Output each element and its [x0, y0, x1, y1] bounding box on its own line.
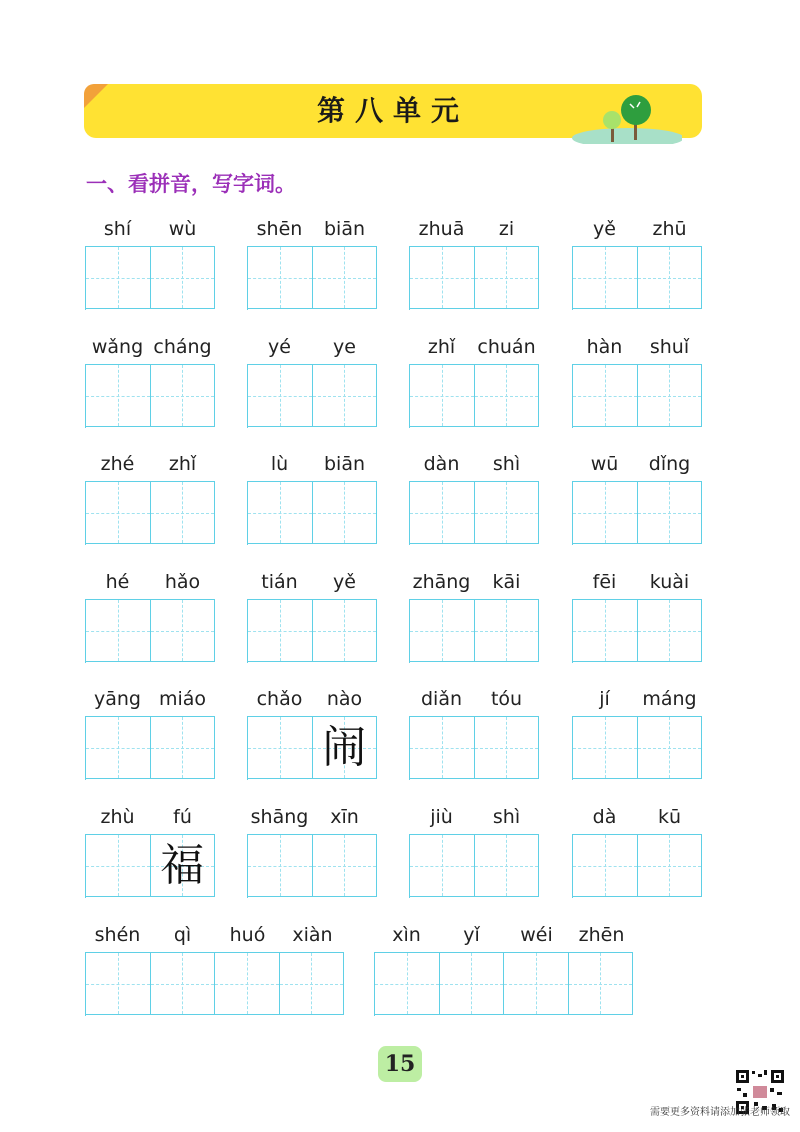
pinyin-row	[572, 682, 702, 716]
tianzige-box[interactable]	[475, 834, 540, 897]
pinyin-label: yé	[268, 336, 291, 358]
unit-title: 第八单元	[316, 94, 469, 127]
written-character	[86, 953, 150, 1014]
writing-boxes	[247, 364, 377, 428]
tianzige-box[interactable]	[638, 599, 703, 662]
tianzige-box[interactable]	[573, 246, 638, 309]
pinyin-label: shì	[492, 453, 521, 475]
pinyin-label: tián	[261, 571, 298, 593]
written-character	[475, 247, 539, 308]
written-character	[151, 247, 215, 308]
writing-boxes	[85, 834, 215, 898]
writing-boxes	[572, 716, 702, 780]
tianzige-box[interactable]	[410, 481, 475, 544]
written-character	[569, 953, 633, 1014]
pinyin-label: ye	[333, 336, 356, 358]
written-character	[313, 835, 377, 896]
page-number: 15	[378, 1046, 422, 1082]
written-character	[313, 365, 377, 426]
pinyin-row	[247, 212, 377, 246]
written-character	[475, 365, 539, 426]
tianzige-box[interactable]	[440, 952, 505, 1015]
tianzige-box[interactable]	[569, 952, 634, 1015]
tianzige-box[interactable]	[313, 834, 378, 897]
written-character	[573, 835, 637, 896]
word-group	[247, 800, 377, 898]
written-character	[375, 953, 439, 1014]
pinyin-label: shí	[103, 218, 132, 240]
tianzige-box[interactable]	[410, 246, 475, 309]
pinyin-label: shuǐ	[649, 336, 690, 358]
tianzige-box[interactable]	[86, 481, 151, 544]
written-character	[86, 717, 150, 778]
tianzige-box[interactable]	[475, 599, 540, 662]
pinyin-label: wǎng	[91, 336, 144, 358]
written-character	[151, 365, 215, 426]
pinyin-row	[85, 212, 215, 246]
word-group	[409, 447, 539, 545]
pinyin-row	[572, 800, 702, 834]
written-character	[215, 953, 279, 1014]
banner-fold-corner	[84, 84, 108, 108]
pinyin-row	[409, 800, 539, 834]
writing-boxes	[572, 599, 702, 663]
pinyin-row	[85, 330, 215, 364]
written-character	[638, 365, 702, 426]
word-group	[374, 918, 634, 1016]
writing-boxes	[409, 716, 539, 780]
pinyin-label: shén	[94, 924, 141, 946]
writing-boxes	[572, 834, 702, 898]
pinyin-label: zhǐ	[168, 453, 197, 475]
tianzige-box[interactable]	[638, 364, 703, 427]
pinyin-row	[409, 682, 539, 716]
pinyin-label: yǐ	[463, 924, 480, 946]
tianzige-box[interactable]	[151, 246, 216, 309]
pinyin-label: cháng	[153, 336, 212, 358]
word-group	[85, 800, 215, 898]
tree-illustration	[568, 92, 682, 144]
tianzige-box[interactable]	[313, 716, 378, 779]
pinyin-label: máng	[642, 688, 697, 710]
word-group	[409, 212, 539, 310]
tianzige-box[interactable]	[573, 599, 638, 662]
footer-note: 需要更多资料请添加张老师领取	[650, 1107, 790, 1118]
written-character	[410, 247, 474, 308]
written-character	[151, 600, 215, 661]
pinyin-label: xīn	[330, 806, 359, 828]
pinyin-row	[572, 565, 702, 599]
written-character	[280, 953, 344, 1014]
written-character	[410, 835, 474, 896]
pinyin-label: shēn	[256, 218, 303, 240]
pinyin-label: biān	[323, 453, 366, 475]
pinyin-label: miáo	[158, 688, 207, 710]
written-character	[475, 835, 539, 896]
pinyin-row	[85, 565, 215, 599]
pinyin-row	[85, 800, 215, 834]
pinyin-label: kāi	[492, 571, 521, 593]
word-group	[247, 565, 377, 663]
pinyin-label: hé	[105, 571, 130, 593]
tianzige-box[interactable]	[151, 599, 216, 662]
written-character	[151, 953, 215, 1014]
written-character	[573, 600, 637, 661]
pinyin-row	[374, 918, 634, 952]
writing-boxes	[572, 246, 702, 310]
word-group	[85, 918, 345, 1016]
tianzige-box[interactable]	[410, 599, 475, 662]
tianzige-box[interactable]	[151, 834, 216, 897]
written-character	[410, 365, 474, 426]
written-character	[86, 482, 150, 543]
pinyin-label: jiù	[430, 806, 453, 828]
tianzige-box[interactable]	[410, 716, 475, 779]
tianzige-box[interactable]	[151, 364, 216, 427]
pinyin-row	[247, 447, 377, 481]
pinyin-label: dǐng	[648, 453, 691, 475]
pinyin-label: kuài	[649, 571, 690, 593]
tianzige-box[interactable]	[151, 481, 216, 544]
word-group	[85, 447, 215, 545]
tianzige-box[interactable]	[86, 952, 151, 1015]
pinyin-row	[409, 447, 539, 481]
writing-boxes	[409, 599, 539, 663]
pinyin-label: wéi	[520, 924, 553, 946]
written-character	[573, 247, 637, 308]
pinyin-label: zhuā	[418, 218, 465, 240]
word-group	[572, 800, 702, 898]
written-character	[410, 600, 474, 661]
written-character	[638, 482, 702, 543]
tianzige-box[interactable]	[475, 481, 540, 544]
tianzige-box[interactable]	[573, 834, 638, 897]
word-group	[247, 212, 377, 310]
pinyin-label: lù	[270, 453, 289, 475]
tianzige-box[interactable]	[248, 834, 313, 897]
written-character	[475, 717, 539, 778]
written-character: 福	[160, 840, 205, 891]
tianzige-box[interactable]	[375, 952, 440, 1015]
tianzige-box[interactable]	[151, 952, 216, 1015]
written-character	[248, 600, 312, 661]
written-character	[573, 365, 637, 426]
word-group	[409, 682, 539, 780]
pinyin-label: zi	[498, 218, 515, 240]
tianzige-box[interactable]	[504, 952, 569, 1015]
word-group	[85, 565, 215, 663]
pinyin-row	[85, 447, 215, 481]
tianzige-box[interactable]	[248, 246, 313, 309]
pinyin-row	[85, 682, 215, 716]
tianzige-box[interactable]	[638, 246, 703, 309]
pinyin-label: yě	[333, 571, 356, 593]
tianzige-box[interactable]	[86, 716, 151, 779]
tianzige-box[interactable]	[248, 716, 313, 779]
written-character	[86, 365, 150, 426]
written-character	[475, 600, 539, 661]
tianzige-box[interactable]	[573, 716, 638, 779]
pinyin-label: shì	[492, 806, 521, 828]
writing-boxes	[374, 952, 634, 1016]
pinyin-label: fēi	[592, 571, 617, 593]
tianzige-box[interactable]	[573, 364, 638, 427]
word-group	[247, 330, 377, 428]
word-group	[572, 330, 702, 428]
pinyin-row	[409, 565, 539, 599]
written-character	[248, 365, 312, 426]
pinyin-label: chuán	[477, 336, 536, 358]
writing-boxes	[247, 834, 377, 898]
pinyin-label: xìn	[392, 924, 421, 946]
written-character	[410, 482, 474, 543]
written-character	[573, 717, 637, 778]
tianzige-box[interactable]	[151, 716, 216, 779]
written-character	[313, 247, 377, 308]
pinyin-label: dàn	[423, 453, 460, 475]
pinyin-label: zhé	[100, 453, 135, 475]
tianzige-box[interactable]	[86, 599, 151, 662]
tianzige-box[interactable]	[573, 481, 638, 544]
writing-boxes	[85, 599, 215, 663]
written-character	[573, 482, 637, 543]
tianzige-box[interactable]	[248, 599, 313, 662]
pinyin-row	[409, 330, 539, 364]
tianzige-box[interactable]	[475, 246, 540, 309]
tianzige-box[interactable]	[248, 364, 313, 427]
tianzige-box[interactable]	[410, 364, 475, 427]
word-group	[85, 330, 215, 428]
writing-boxes	[572, 481, 702, 545]
pinyin-label: diǎn	[420, 688, 463, 710]
pinyin-row	[247, 682, 377, 716]
pinyin-label: yě	[593, 218, 616, 240]
word-group	[247, 447, 377, 545]
tianzige-box[interactable]	[475, 716, 540, 779]
tianzige-box[interactable]	[86, 246, 151, 309]
pinyin-label: tóu	[490, 688, 523, 710]
word-group	[85, 212, 215, 310]
tianzige-box[interactable]	[638, 834, 703, 897]
word-group	[247, 682, 377, 780]
pinyin-row	[247, 565, 377, 599]
pinyin-label: xiàn	[292, 924, 333, 946]
written-character	[151, 717, 215, 778]
writing-boxes	[247, 481, 377, 545]
word-group	[572, 682, 702, 780]
section-heading: 一、看拼音，写字词。	[86, 172, 296, 196]
pinyin-label: zhēn	[578, 924, 625, 946]
written-character	[638, 247, 702, 308]
written-character	[248, 482, 312, 543]
word-group	[85, 682, 215, 780]
word-group	[572, 565, 702, 663]
tianzige-box[interactable]	[313, 246, 378, 309]
pinyin-row	[247, 800, 377, 834]
pinyin-label: hǎo	[164, 571, 201, 593]
tianzige-box[interactable]	[313, 364, 378, 427]
written-character: 闹	[322, 722, 367, 773]
writing-boxes	[85, 246, 215, 310]
word-group	[409, 330, 539, 428]
pinyin-label: zhù	[100, 806, 135, 828]
tianzige-box[interactable]	[215, 952, 280, 1015]
word-group	[572, 447, 702, 545]
pinyin-label: yāng	[94, 688, 141, 710]
word-group	[572, 212, 702, 310]
tianzige-box[interactable]	[86, 834, 151, 897]
written-character	[440, 953, 504, 1014]
written-character	[504, 953, 568, 1014]
written-character	[638, 717, 702, 778]
tianzige-box[interactable]	[313, 599, 378, 662]
pinyin-label: zhǐ	[427, 336, 456, 358]
pinyin-label: dà	[592, 806, 617, 828]
writing-boxes	[247, 716, 377, 780]
pinyin-label: kū	[657, 806, 682, 828]
word-group	[409, 800, 539, 898]
written-character	[86, 835, 150, 896]
pinyin-label: nào	[326, 688, 363, 710]
pinyin-row	[409, 212, 539, 246]
pinyin-label: zhāng	[412, 571, 471, 593]
pinyin-row	[572, 447, 702, 481]
written-character	[86, 247, 150, 308]
pinyin-label: shāng	[250, 806, 309, 828]
writing-boxes	[409, 834, 539, 898]
pinyin-label: huó	[229, 924, 266, 946]
word-group	[409, 565, 539, 663]
writing-boxes	[247, 246, 377, 310]
pinyin-label: jí	[599, 688, 610, 710]
writing-boxes	[247, 599, 377, 663]
written-character	[313, 600, 377, 661]
pinyin-row	[85, 918, 345, 952]
pinyin-label: hàn	[586, 336, 623, 358]
pinyin-label: fú	[173, 806, 192, 828]
tianzige-box[interactable]	[86, 364, 151, 427]
writing-boxes	[409, 364, 539, 428]
tianzige-box[interactable]	[638, 716, 703, 779]
written-character	[248, 835, 312, 896]
tianzige-box[interactable]	[280, 952, 345, 1015]
writing-boxes	[572, 364, 702, 428]
pinyin-row	[572, 212, 702, 246]
pinyin-label: chǎo	[256, 688, 303, 710]
tianzige-box[interactable]	[638, 481, 703, 544]
tianzige-box[interactable]	[248, 481, 313, 544]
written-character	[410, 717, 474, 778]
pinyin-row	[247, 330, 377, 364]
written-character	[248, 717, 312, 778]
pinyin-label: biān	[323, 218, 366, 240]
written-character	[151, 482, 215, 543]
tianzige-box[interactable]	[410, 834, 475, 897]
pinyin-row	[572, 330, 702, 364]
written-character	[248, 247, 312, 308]
writing-boxes	[85, 716, 215, 780]
tianzige-box[interactable]	[475, 364, 540, 427]
written-character	[638, 835, 702, 896]
written-character	[638, 600, 702, 661]
written-character	[313, 482, 377, 543]
writing-boxes	[409, 246, 539, 310]
pinyin-label: wū	[590, 453, 619, 475]
written-character	[475, 482, 539, 543]
writing-boxes	[85, 364, 215, 428]
writing-boxes	[409, 481, 539, 545]
pinyin-label: wù	[168, 218, 197, 240]
writing-boxes	[85, 481, 215, 545]
pinyin-label: qì	[173, 924, 192, 946]
tianzige-box[interactable]	[313, 481, 378, 544]
pinyin-label: zhū	[652, 218, 687, 240]
written-character	[86, 600, 150, 661]
writing-boxes	[85, 952, 345, 1016]
